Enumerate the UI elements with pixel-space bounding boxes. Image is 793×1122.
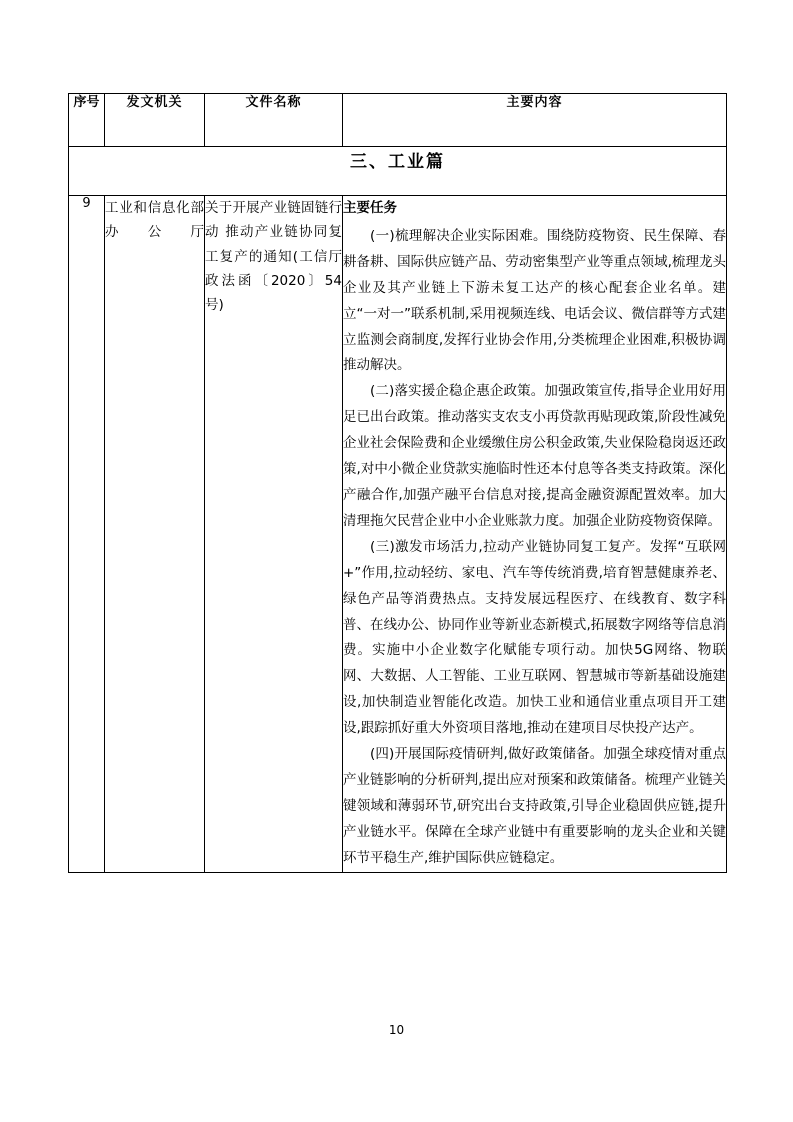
row-sequence-number: 9 xyxy=(69,196,105,873)
section-title-row xyxy=(69,147,727,196)
content-lead: 主要任务 xyxy=(343,200,397,216)
row-main-content xyxy=(343,196,727,873)
content-paragraph-4: (四)开展国际疫情研判,做好政策储备。加强全球疫情对重点产业链影响的分析研判,提出应对预案和政策储备。梳理产业链关键领域和薄弱环节,研究出台支持政策,引导企业稳固供应链,提升产业链水平。保障在全球产业链中有重要影响的龙头企业和关键环节平稳生产,维护国际供应链稳定。 xyxy=(343,746,726,866)
column-header-document-name: 文件名称 xyxy=(205,94,343,147)
table-header-row xyxy=(69,94,727,147)
column-header-organization: 发文机关 xyxy=(105,94,205,147)
content-paragraph-1: (一)梳理解决企业实际困难。围绕防疫物资、民生保障、春耕备耕、国际供应链产品、劳动密集型产业等重点领域,梳理龙头企业及其产业链上下游未复工达产的核心配套企业名单。建立“一对一”联系机制,采用视频连线、电话会议、微信群等方式建立监测会商制度,发挥行业协会作用,分类梳理企业困难,积极协调推动解决。 xyxy=(343,227,726,374)
column-header-seq: 序号 xyxy=(69,94,105,147)
policy-table xyxy=(68,93,727,873)
page-number: 10 xyxy=(388,1023,405,1037)
content-paragraph-2: (二)落实援企稳企惠企政策。加强政策宣传,指导企业用好用足已出台政策。推动落实支农支小再贷款再贴现政策,阶段性减免企业社会保险费和企业缓缴住房公积金政策,失业保险稳岗返还政策,对中小微企业贷款实施临时性还本付息等各类支持政策。深化产融合作,加强产融平台信息对接,提高金融资源配置效率。加大清理拖欠民营企业中小企业账款力度。加强企业防疫物资保障。 xyxy=(343,383,726,529)
column-header-main-content: 主要内容 xyxy=(343,94,727,147)
section-title: 三、工业篇 xyxy=(69,147,727,196)
table-row xyxy=(69,196,727,873)
row-issuing-organization: 工业和信息化部办公厅 xyxy=(105,196,205,873)
content-paragraph-3: (三)激发市场活力,拉动产业链协同复工复产。发挥“互联网+”作用,拉动轻纺、家电、汽车等传统消费,培育智慧健康养老、绿色产品等消费热点。支持发展远程医疗、在线教育、数字科普、在线办公、协同作业等新业态新模式,拓展数字网络等信息消费。实施中小企业数字化赋能专项行动。加快5G网络、物联网、大数据、人工智能、工业互联网、智慧城市等新基础设施建设,加快制造业智能化改造。加快工业和通信业重点项目开工建设,跟踪抓好重大外资项目落地,推动在建项目尽快投产达产。 xyxy=(343,538,726,737)
row-document-title: 关于开展产业链固链行动 推动产业链协同复工复产的通知(工信厅政法函〔2020〕54号) xyxy=(205,196,343,873)
